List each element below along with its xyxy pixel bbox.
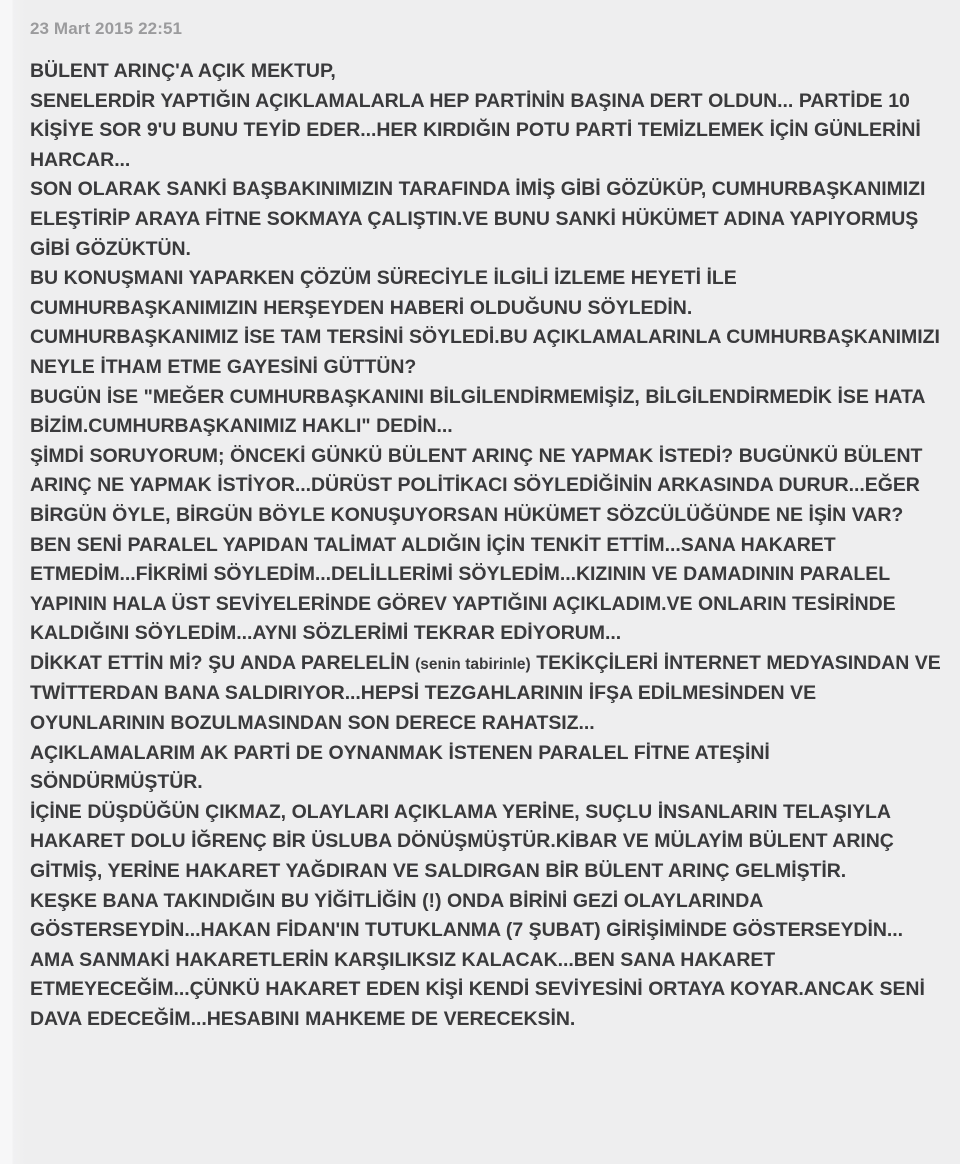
post-paragraph: AMA SANMAKİ HAKARETLERİN KARŞILIKSIZ KALACAK...BEN SANA HAKARET ETMEYECEĞİM...ÇÜNKÜ HAKARET EDEN KİŞİ KENDİ SEVİYESİNİ ORTAYA KOYAR.ANCAK SENİ DAVA EDECEĞİM...HESABINI MAHKEME DE VERECEKSİN. <box>30 948 925 1030</box>
post-paragraph: KEŞKE BANA TAKINDIĞIN BU YİĞİTLİĞİN (!) ONDA BİRİNİ GEZİ OLAYLARINDA GÖSTERSEYDİN...HAKAN FİDAN'IN TUTUKLANMA (7 ŞUBAT) GİRİŞİMİNDE GÖSTERSEYDİN... <box>30 889 903 942</box>
post-body <box>30 57 942 1035</box>
post-paragraph: SON OLARAK SANKİ BAŞBAKINIMIZIN TARAFINDA İMİŞ GİBİ GÖZÜKÜP, CUMHURBAŞKANIMIZI ELEŞTİRİP ARAYA FİTNE SOKMAYA ÇALIŞTIN.VE BUNU SANKİ HÜKÜMET ADINA YAPIYORMUŞ GİBİ GÖZÜKTÜN. <box>30 178 926 260</box>
paragraph-tail-text: TEKİKÇİLERİ İNTERNET MEDYASINDAN VE TWİTTERDAN BANA SALDIRIYOR...HEPSİ TEZGAHLARININ İFŞA EDİLMESİNDEN VE OYUNLARININ BOZULMASINDAN SON DERECE RAHATSIZ... <box>30 651 941 735</box>
post-timestamp: 23 Mart 2015 22:51 <box>30 19 183 38</box>
post-paragraph: CUMHURBAŞKANIMIZ İSE TAM TERSİNİ SÖYLEDİ.BU AÇIKLAMALARINLA CUMHURBAŞKANIMIZI NEYLE İTHAM ETME GAYESİNİ GÜTTÜN? <box>30 326 940 378</box>
post-paragraph-title: BÜLENT ARINÇ'A AÇIK MEKTUP, <box>30 60 336 82</box>
post-paragraph: BU KONUŞMANI YAPARKEN ÇÖZÜM SÜRECİYLE İLGİLİ İZLEME HEYETİ İLE CUMHURBAŞKANIMIZIN HERŞEYDEN HABERİ OLDUĞUNU SÖYLEDİN. <box>30 267 737 319</box>
paragraph-inline-aside: (senin tabirinle) <box>415 655 531 673</box>
post-paragraph: İÇİNE DÜŞDÜĞÜN ÇIKMAZ, OLAYLARI AÇIKLAMA YERİNE, SUÇLU İNSANLARIN TELAŞIYLA HAKARET DOLU İĞRENÇ BİR ÜSLUBA DÖNÜŞMÜŞTÜR.KİBAR VE MÜLAYİM BÜLENT ARINÇ GİTMİŞ, YERİNE HAKARET YAĞDIRAN VE SALDIRGAN BİR BÜLENT ARINÇ GELMİŞTİR. <box>30 800 894 883</box>
post-paragraph-with-aside <box>30 649 942 739</box>
paragraph-lead-text: DİKKAT ETTİN Mİ? ŞU ANDA PARELELİN <box>30 651 416 674</box>
post-paragraph: AÇIKLAMALARIM AK PARTİ DE OYNANMAK İSTENEN PARALEL FİTNE ATEŞİNİ SÖNDÜRMÜŞTÜR. <box>30 741 770 794</box>
post-paragraph: SENELERDİR YAPTIĞIN AÇIKLAMALARLA HEP PARTİNİN BAŞINA DERT OLDUN... PARTİDE 10 KİŞİYE SOR 9'U BUNU TEYİD EDER...HER KIRDIĞIN POTU PARTİ TEMİZLEMEK İÇİN GÜNLERİNİ HARCAR... <box>30 89 921 171</box>
post-paragraph: BUGÜN İSE "MEĞER CUMHURBAŞKANINI BİLGİLENDİRMEMİŞİZ, BİLGİLENDİRMEDİK İSE HATA BİZİM.CUMHURBAŞKANIMIZ HAKLI" DEDİN... <box>30 385 925 438</box>
post-paragraph: ŞİMDİ SORUYORUM; ÖNCEKİ GÜNKÜ BÜLENT ARINÇ NE YAPMAK İSTEDİ? BUGÜNKÜ BÜLENT ARINÇ NE YAPMAK İSTİYOR...DÜRÜST POLİTİKACI SÖYLEDİĞİNİN ARKASINDA DURUR...EĞER BİRGÜN ÖYLE, BİRGÜN BÖYLE KONUŞUYORSAN HÜKÜMET SÖZCÜLÜĞÜNDE NE İŞİN VAR? <box>30 444 923 526</box>
post-paragraph: BEN SENİ PARALEL YAPIDAN TALİMAT ALDIĞIN İÇİN TENKİT ETTİM...SANA HAKARET ETMEDİM...FİKRİMİ SÖYLEDİM...DELİLLERİMİ SÖYLEDİM...KIZININ VE DAMADININ PARALEL YAPININ HALA ÜST SEVİYELERİNDE GÖREV YAPTIĞINI AÇIKLADIM.VE ONLARIN TESİRİNDE KALDIĞINI SÖYLEDİM...AYNI SÖZLERİMİ TEKRAR EDİYORUM... <box>30 533 896 645</box>
